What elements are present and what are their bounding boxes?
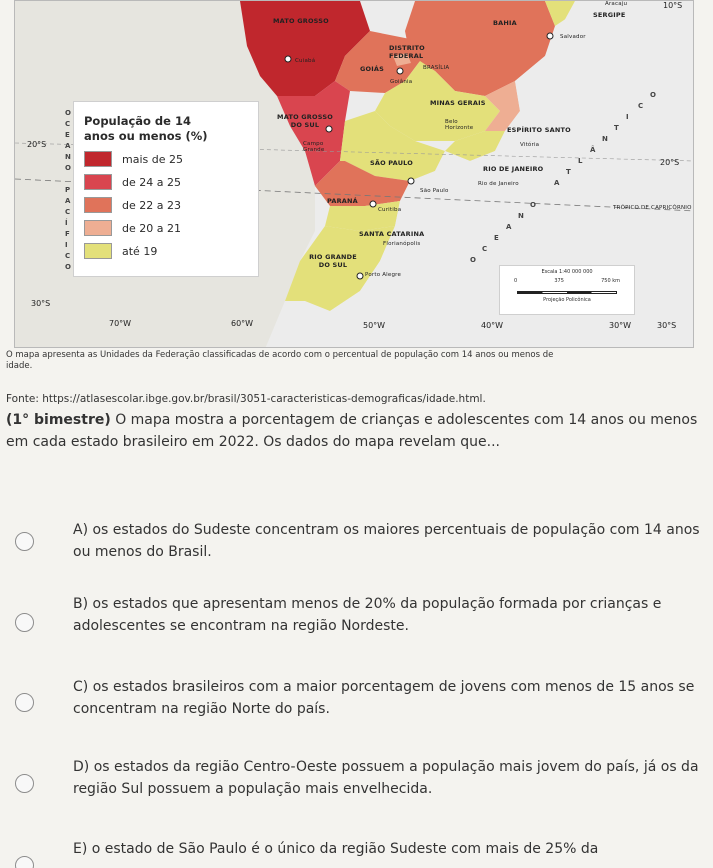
map-frame — [14, 0, 694, 348]
map-caption: O mapa apresenta as Unidades da Federação classificadas de acordo com o percentual de população com 14 anos ou menos de idade. — [6, 350, 554, 371]
coord-60w: 60°W — [231, 319, 254, 328]
legend-label: de 22 a 23 — [122, 198, 181, 212]
ocean-letter-atlantic: A — [506, 223, 512, 231]
city-marker-salvador — [547, 33, 553, 39]
radio-button-e[interactable] — [15, 856, 34, 868]
radio-button-c[interactable] — [15, 693, 34, 712]
map-scale — [499, 265, 635, 315]
ocean-letter-pacific: C — [65, 252, 71, 260]
ocean-letter-pacific: O — [65, 164, 71, 172]
label-mato-grosso: MATO GROSSO — [273, 17, 329, 25]
coord-70w: 70°W — [109, 319, 132, 328]
legend-item — [84, 243, 248, 259]
ocean-letter-atlantic: C — [638, 102, 644, 110]
label-rio-de-janeiro-city: Rio de Janeiro — [478, 181, 519, 187]
scale-projection: Projeção Policônica — [543, 297, 591, 303]
label-mato-grosso-do-sul: MATO GROSSO DO SUL — [277, 113, 333, 129]
ocean-letter-atlantic: N — [518, 212, 524, 220]
legend-swatch — [84, 243, 112, 259]
map-figure — [0, 0, 713, 371]
city-marker-cuiaba — [285, 56, 291, 62]
legend-swatch — [84, 197, 112, 213]
coord-30w: 30°W — [609, 321, 632, 330]
option-c[interactable] — [0, 676, 713, 736]
ocean-letter-pacific: A — [65, 197, 71, 205]
ocean-letter-pacific: I — [65, 241, 68, 249]
option-text-a: A) os estados do Sudeste concentram os maiores percentuais de população com 14 anos ou menos do Brasil. — [73, 522, 700, 560]
question-text — [6, 409, 706, 453]
ocean-letter-atlantic: N — [602, 135, 608, 143]
coord-30s: 30°S — [31, 299, 51, 308]
option-text-d: D) os estados da região Centro-Oeste possuem a população mais jovem do país, já os da região Sul possuem a população mais envelhecida. — [73, 759, 699, 797]
label-rio-de-janeiro: RIO DE JANEIRO — [483, 165, 544, 173]
option-b[interactable] — [0, 594, 713, 654]
city-marker-curitiba — [370, 201, 376, 207]
legend-label: de 20 a 21 — [122, 221, 181, 235]
scale-bar — [517, 291, 617, 294]
label-brasilia: BRASÍLIA — [423, 65, 450, 71]
label-distrito-federal: DISTRITO FEDERAL — [389, 44, 425, 60]
ocean-letter-pacific: E — [65, 131, 70, 139]
label-curitiba: Curitiba — [378, 207, 402, 213]
legend-swatch — [84, 174, 112, 190]
ocean-letter-pacific: N — [65, 153, 71, 161]
legend-label: de 24 a 25 — [122, 175, 181, 189]
legend-title-line2: anos ou menos (%) — [84, 129, 208, 143]
ocean-letter-atlantic: Â — [590, 146, 596, 154]
legend-title-line1: População de 14 — [84, 114, 191, 128]
option-d[interactable] — [0, 756, 713, 816]
ocean-letter-atlantic: A — [554, 179, 560, 187]
ocean-letter-atlantic: I — [626, 113, 629, 121]
scale-zero: 0 — [514, 278, 518, 284]
radio-button-b[interactable] — [15, 613, 34, 632]
option-text-c: C) os estados brasileiros com a maior porcentagem de jovens com menos de 15 anos se concentram na região Norte do país. — [73, 679, 695, 717]
source-text: Fonte: https://atlasescolar.ibge.gov.br/brasil/3051-caracteristicas-demograficas/idade.html. — [6, 393, 486, 405]
label-rio-grande-do-sul: RIO GRANDE DO SUL — [309, 253, 357, 269]
radio-button-d[interactable] — [15, 774, 34, 793]
label-salvador: Salvador — [560, 34, 586, 40]
label-sergipe: SERGIPE — [593, 11, 626, 19]
label-minas-gerais: MINAS GERAIS — [430, 99, 486, 107]
ocean-letter-pacific: O — [65, 109, 71, 117]
label-campo-grande: Campo Grande — [303, 141, 325, 153]
radio-button-a[interactable] — [15, 532, 34, 551]
label-parana: PARANÁ — [327, 197, 358, 205]
coord-40w: 40°W — [481, 321, 504, 330]
ocean-letter-atlantic: O — [650, 91, 656, 99]
label-bahia: BAHIA — [493, 19, 517, 27]
label-aracaju: Aracaju — [605, 1, 628, 7]
city-marker-sao-paulo — [408, 178, 414, 184]
ocean-letter-pacific: C — [65, 120, 71, 128]
legend-item — [84, 174, 248, 190]
ocean-letter-pacific: P — [65, 186, 71, 194]
question-body: O mapa mostra a porcentagem de crianças e adolescentes com 14 anos ou menos em cada estado brasileiro em 2022. Os dados do mapa revelam que... — [6, 412, 698, 450]
ocean-letter-pacific: Í — [65, 219, 68, 227]
ocean-letter-pacific: F — [65, 230, 70, 238]
ocean-letter-atlantic: O — [530, 201, 536, 209]
ocean-letter-pacific: O — [65, 263, 71, 271]
coord-30s-right: 30°S — [657, 321, 677, 330]
ocean-letter-atlantic: E — [494, 234, 499, 242]
scale-mid: 375 — [554, 278, 564, 284]
legend-item — [84, 197, 248, 213]
option-text-b: B) os estados que apresentam menos de 20% da população formada por crianças e adolescentes se encontram na região Nordeste. — [73, 596, 662, 634]
coord-10s: 10°S — [663, 1, 683, 10]
ocean-letter-atlantic: O — [470, 256, 476, 264]
option-e[interactable] — [0, 838, 713, 868]
label-sao-paulo-city: São Paulo — [420, 188, 449, 194]
label-tropico: TRÓPICO DE CAPRICÓRNIO — [613, 205, 692, 211]
question-prefix: (1° bimestre) — [6, 412, 111, 428]
legend-item — [84, 220, 248, 236]
ocean-letter-atlantic: T — [614, 124, 619, 132]
scale-end: 750 km — [601, 278, 620, 284]
coord-50w: 50°W — [363, 321, 386, 330]
option-a[interactable] — [0, 515, 713, 575]
ocean-letter-atlantic: T — [566, 168, 571, 176]
map-legend — [73, 101, 259, 277]
label-sao-paulo: SÃO PAULO — [370, 159, 414, 167]
legend-swatch — [84, 151, 112, 167]
city-marker-goiania — [397, 68, 403, 74]
legend-label: mais de 25 — [122, 152, 183, 166]
label-goiania: Goiânia — [390, 79, 413, 85]
label-espirito-santo: ESPÍRITO SANTO — [507, 126, 571, 134]
ocean-letter-atlantic: C — [482, 245, 488, 253]
label-florianopolis: Florianópolis — [383, 241, 421, 247]
legend-label: até 19 — [122, 244, 158, 258]
label-santa-catarina: SANTA CATARINA — [359, 230, 425, 238]
option-text-e: E) o estado de São Paulo é o único da região Sudeste com mais de 25% da — [73, 841, 599, 857]
label-cuiaba: Cuiabá — [295, 58, 316, 64]
coord-20s-right: 20°S — [660, 158, 680, 167]
label-belo-horizonte: Belo Horizonte — [445, 119, 474, 131]
ocean-letter-pacific: A — [65, 142, 71, 150]
coord-20s-left: 20°S — [27, 140, 47, 149]
ocean-letter-atlantic: L — [578, 157, 583, 165]
label-vitoria: Vitória — [520, 142, 540, 148]
city-marker-porto-alegre — [357, 273, 363, 279]
legend-item — [84, 151, 248, 167]
scale-text: Escala 1:40 000 000 — [541, 269, 593, 275]
label-porto-alegre: Porto Alegre — [365, 272, 402, 278]
ocean-letter-pacific: C — [65, 208, 71, 216]
label-goias: GOIÁS — [360, 65, 384, 73]
legend-swatch — [84, 220, 112, 236]
